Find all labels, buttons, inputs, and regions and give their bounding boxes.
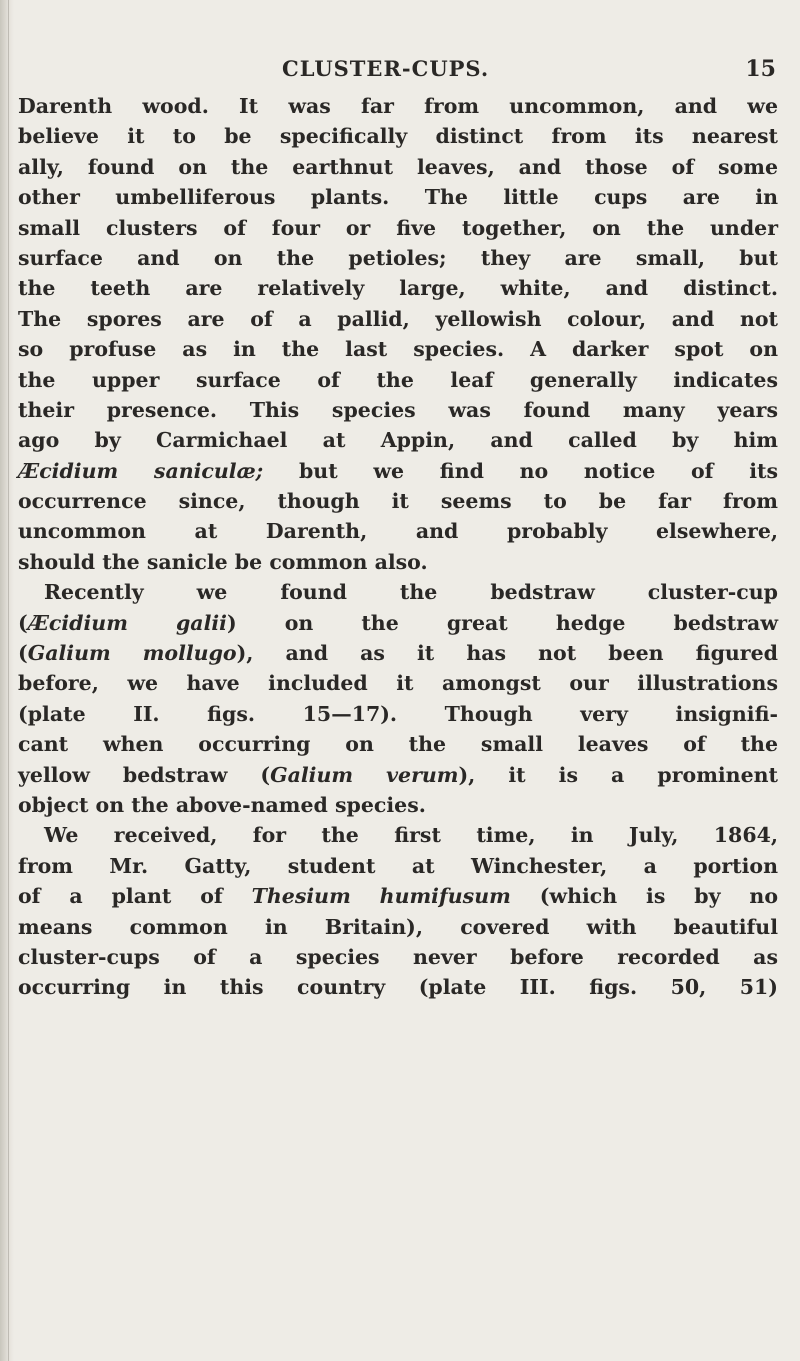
text-line: believe it to be specifically distinct from its nearest — [18, 124, 778, 149]
text-line: (Æcidium galii) on the great hedge bedstraw — [18, 610, 778, 635]
text-line: so profuse as in the last species. A darker spot on — [18, 337, 778, 362]
text-line: their presence. This species was found many years — [18, 397, 778, 422]
text-line: ally, found on the earthnut leaves, and those of some — [18, 154, 778, 179]
text-line: The spores are of a pallid, yellowish colour, and not — [18, 306, 778, 331]
text-line: the teeth are relatively large, white, and distinct. — [18, 276, 778, 301]
text-line: (Galium mollugo), and as it has not been figured — [18, 641, 778, 666]
text-line: small clusters of four or five together, on the under — [18, 215, 778, 240]
paragraph-start-line: We received, for the first time, in July, 1864, — [44, 823, 778, 848]
text-line: ago by Carmichael at Appin, and called by him — [18, 428, 778, 453]
text-line: occurrence since, though it seems to be far from — [18, 489, 778, 514]
species-name: Thesium humifusum — [251, 884, 511, 909]
text-line: the upper surface of the leaf generally indicates — [18, 367, 778, 392]
text-line: surface and on the petioles; they are small, but — [18, 245, 778, 270]
text-line: cluster-cups of a species never before recorded as — [18, 944, 778, 969]
text-line: other umbelliferous plants. The little cups are in — [18, 185, 778, 210]
page-gutter-shadow — [0, 0, 14, 1361]
running-title: CLUSTER-CUPS. — [282, 56, 490, 81]
paragraph-end-line: object on the above-named species. — [18, 792, 426, 817]
page-number: 15 — [745, 56, 776, 82]
paragraph-end-line: should the sanicle be common also. — [18, 549, 428, 574]
text-line: Æcidium saniculæ; but we find no notice of its — [18, 458, 778, 483]
species-name: Æcidium saniculæ; — [18, 458, 264, 483]
text-line: yellow bedstraw (Galium verum), it is a prominent — [18, 762, 778, 787]
species-name: Galium verum — [270, 762, 459, 787]
text-line: uncommon at Darenth, and probably elsewhere, — [18, 519, 778, 544]
body-text — [18, 91, 778, 1003]
text-line: before, we have included it amongst our illustrations — [18, 671, 778, 696]
species-name: Galium mollugo — [27, 641, 237, 666]
paragraph-start-line: Recently we found the bedstraw cluster-cup — [44, 580, 778, 605]
text-line: cant when occurring on the small leaves of the — [18, 732, 778, 757]
species-name: Æcidium galii — [27, 610, 227, 635]
text-line: (plate II. figs. 15—17). Though very insignifi- — [18, 701, 778, 726]
page-header — [0, 56, 800, 86]
text-line: means common in Britain), covered with beautiful — [18, 914, 778, 939]
text-line: occurring in this country (plate III. figs. 50, 51) — [18, 975, 778, 1000]
text-line: of a plant of Thesium humifusum (which is by no — [18, 884, 778, 909]
binding-edge — [8, 0, 9, 1361]
text-line: Darenth wood. It was far from uncommon, and we — [18, 94, 778, 118]
text-line: from Mr. Gatty, student at Winchester, a portion — [18, 853, 778, 878]
